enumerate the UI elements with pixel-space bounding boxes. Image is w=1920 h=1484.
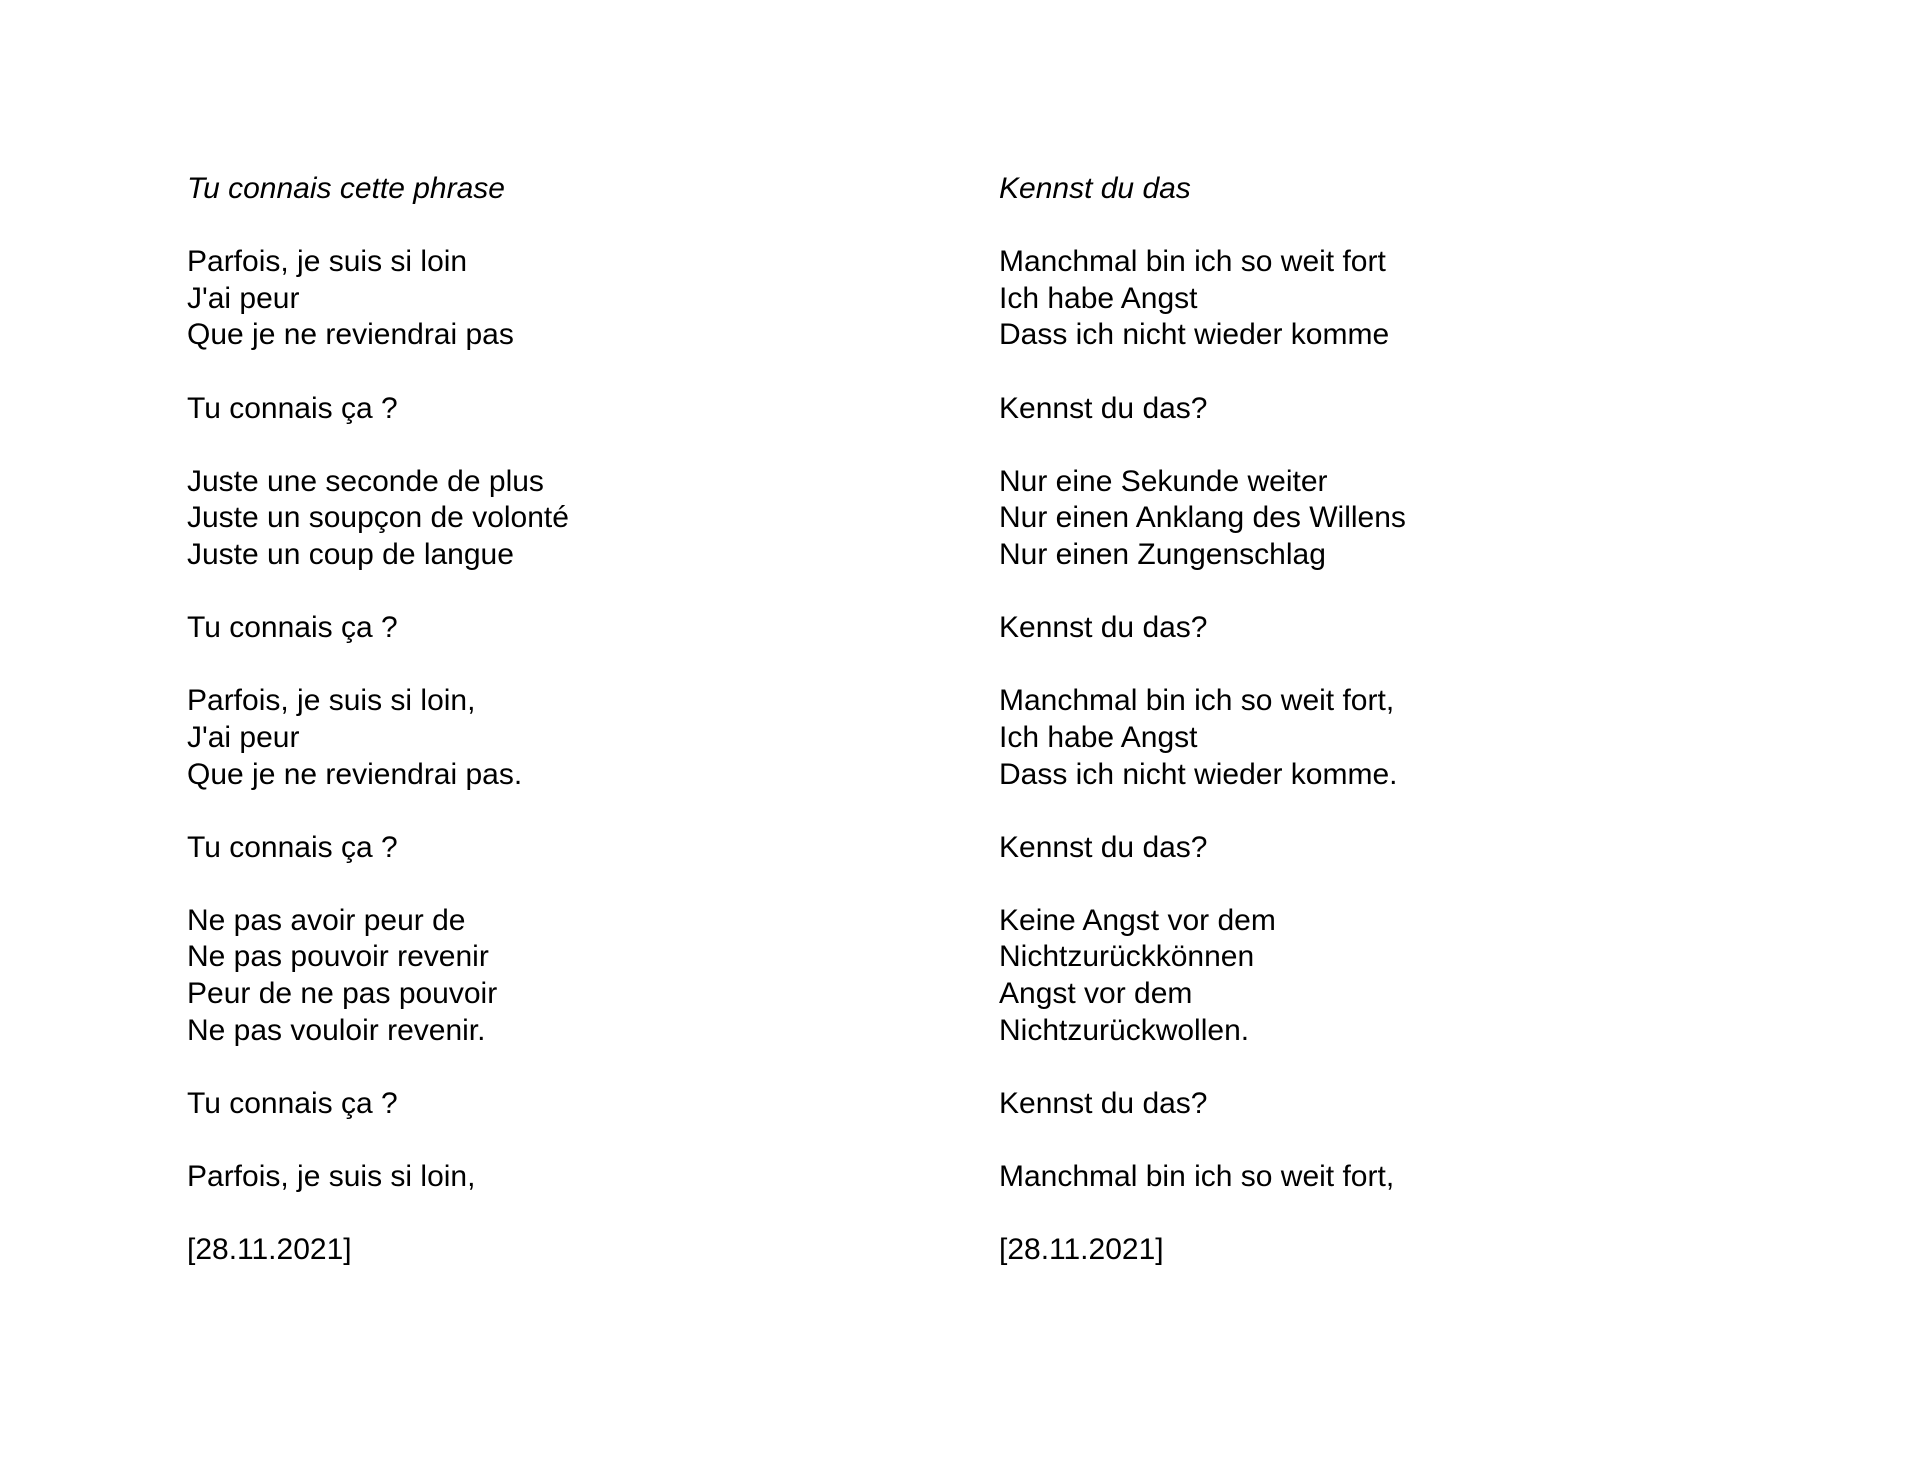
date-stanza: [999, 1232, 1759, 1269]
poem-line: Manchmal bin ich so weit fort,: [999, 684, 1395, 718]
poem-line: Ich habe Angst: [999, 720, 1198, 754]
poem-line: Ne pas avoir peur de: [187, 903, 466, 937]
poem-line: Manchmal bin ich so weit fort: [999, 245, 1386, 279]
spacer: [187, 208, 947, 245]
poem-german: [999, 171, 1759, 1305]
poem-line: J'ai peur: [187, 281, 300, 315]
poem-line: Juste un coup de langue: [187, 537, 514, 571]
poem-line: Nichtzurückkönnen: [999, 940, 1255, 974]
refrain: [187, 830, 947, 867]
poem-line: Nur einen Anklang des Willens: [999, 501, 1406, 535]
poem-line: Kennst du das?: [999, 1086, 1208, 1120]
refrain: [999, 610, 1759, 647]
poem-line: Angst vor dem: [999, 977, 1193, 1011]
poem-line: Que je ne reviendrai pas.: [187, 757, 523, 791]
poem-line: Keine Angst vor dem: [999, 903, 1276, 937]
poem-line: Kennst du das?: [999, 611, 1208, 645]
refrain: [999, 391, 1759, 428]
stanza: [999, 244, 1759, 354]
poem-line: Tu connais ça ?: [187, 1086, 398, 1120]
stanza: [187, 903, 947, 1049]
poem-line: Parfois, je suis si loin: [187, 245, 468, 279]
poem-line: Tu connais ça ?: [187, 830, 398, 864]
refrain: [187, 610, 947, 647]
poem-line: Kennst du das?: [999, 391, 1208, 425]
refrain: [187, 1086, 947, 1123]
poem-line: Nur einen Zungenschlag: [999, 537, 1326, 571]
poem-line: Parfois, je suis si loin,: [187, 684, 476, 718]
poem-line: Kennst du das?: [999, 830, 1208, 864]
poem-line: Peur de ne pas pouvoir: [187, 977, 498, 1011]
stanza: [999, 1159, 1759, 1196]
poem-line: Ne pas vouloir revenir.: [187, 1013, 486, 1047]
poem-line: Ich habe Angst: [999, 281, 1198, 315]
poem-line: Tu connais ça ?: [187, 391, 398, 425]
stanza: [999, 464, 1759, 574]
poem-line: J'ai peur: [187, 720, 300, 754]
poem-line: Juste un soupçon de volonté: [187, 501, 569, 535]
poem-line: Dass ich nicht wieder komme.: [999, 757, 1398, 791]
poem-line: Nur eine Sekunde weiter: [999, 464, 1328, 498]
stanza: [187, 464, 947, 574]
refrain: [187, 391, 947, 428]
poem-line: Ne pas pouvoir revenir: [187, 940, 489, 974]
stanza: [999, 903, 1759, 1049]
poem-line: Que je ne reviendrai pas: [187, 318, 514, 352]
refrain: [999, 1086, 1759, 1123]
poem-line: Nichtzurückwollen.: [999, 1013, 1250, 1047]
poem-line: Manchmal bin ich so weit fort,: [999, 1160, 1395, 1194]
date-stanza: [187, 1232, 947, 1269]
poem-title: Tu connais cette phrase: [187, 172, 505, 205]
poem-line: Parfois, je suis si loin,: [187, 1160, 476, 1194]
stanza: [187, 244, 947, 354]
poem-line: Juste une seconde de plus: [187, 464, 544, 498]
poem-line: Dass ich nicht wieder komme: [999, 318, 1390, 352]
refrain: [999, 830, 1759, 867]
poem-title: Kennst du das: [999, 172, 1191, 205]
poem-date: [28.11.2021]: [999, 1233, 1164, 1267]
stanza: [187, 683, 947, 793]
spacer: [999, 208, 1759, 245]
poem-line: Tu connais ça ?: [187, 611, 398, 645]
poem-date: [28.11.2021]: [187, 1233, 352, 1267]
poem-french: [187, 171, 947, 1305]
stanza: [999, 683, 1759, 793]
stanza: [187, 1159, 947, 1196]
